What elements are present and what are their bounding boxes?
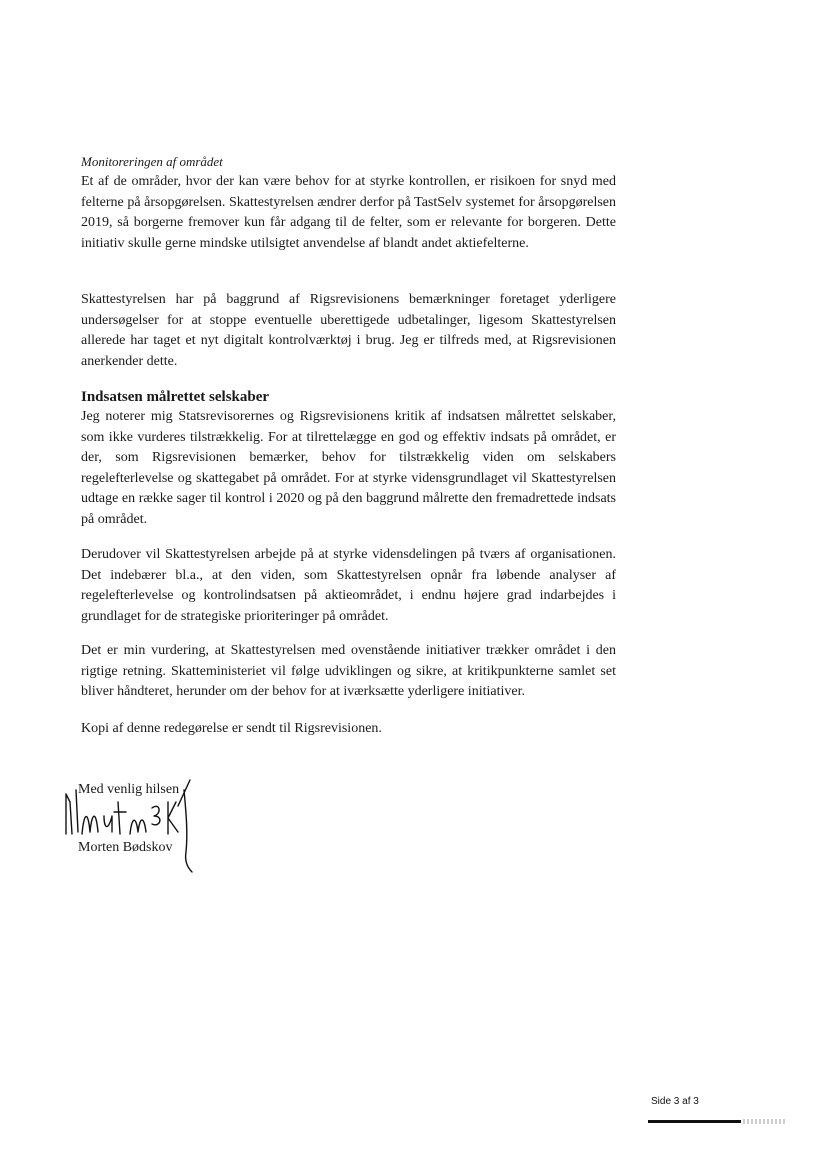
greeting: Med venlig hilsen xyxy=(78,782,180,797)
paragraph: Det er min vurdering, at Skattestyrelsen med ovenstående initiativer trækker området i den rigtige retning. Skatteministeriet vil følge udviklingen og sikre, at kritikpunkterne samlet set bliver håndteret, herunder om der behov for at iværksætte yderligere initiativer. xyxy=(81,643,616,700)
paragraph-block xyxy=(81,641,616,703)
page-number: Side 3 af 3 xyxy=(651,1096,699,1107)
section-heading-companies: Indsatsen målrettet selskaber xyxy=(81,389,270,405)
section-companies xyxy=(81,387,616,531)
paragraph: Jeg noterer mig Statsrevisorernes og Rigsrevisionens kritik af indsatsen målrettet selskaber, som ikke vurderes tilstrækkelig. For at tilrettelægge en god og effektiv indsats på området, er der, som Rigsrevisionen bemærker, behov for tilstrækkelig viden om selskabers regelefterlevelse og skattegabet på området. For at styrke vidensgrundlaget vil Skattestyrelsen udtage en række sager til kontrol i 2020 og på den baggrund målrette den fremadrettede indsats på området. xyxy=(81,409,616,527)
paragraph: Derudover vil Skattestyrelsen arbejde på at styrke vidensdelingen på tværs af organisationen. Det indebærer bl.a., at den viden, som Skattestyrelsen opnår fra løbende analyser af regelefterlevelse og kontrolindsatsen på aktieområdet, i endnu højere grad indarbejdes i grundlaget for de strategiske prioriteringer på området. xyxy=(81,547,616,624)
paragraph-block xyxy=(81,719,616,740)
handwritten-signature xyxy=(60,772,210,877)
section-heading-monitoring: Monitoreringen af området xyxy=(81,154,223,169)
section-monitoring xyxy=(81,152,616,254)
signatory-name: Morten Bødskov xyxy=(78,840,173,855)
footer-rule-faded xyxy=(743,1119,785,1124)
footer-rule xyxy=(648,1120,741,1123)
section-monitoring-cont xyxy=(81,290,616,372)
paragraph: Skattestyrelsen har på baggrund af Rigsrevisionens bemærkninger foretaget yderligere undersøgelser for at stoppe eventuelle uberettigede udbetalinger, ligesom Skattestyrelsen allerede har taget et nyt digitalt kontrolværktøj i brug. Jeg er tilfreds med, at Rigsrevisionen anerkender dette. xyxy=(81,292,616,369)
paragraph-block xyxy=(81,545,616,627)
paragraph: Kopi af denne redegørelse er sendt til Rigsrevisionen. xyxy=(81,721,382,736)
paragraph: Et af de områder, hvor der kan være behov for at styrke kontrollen, er risikoen for snyd med felterne på årsopgørelsen. Skattestyrelsen ændrer derfor på TastSelv systemet for årsopgørelsen 2019, så borgerne fremover kun får adgang til de felter, som er relevante for borgeren. Dette initiativ skulle gerne mindske utilsigtet anvendelse af blandt andet aktiefelterne. xyxy=(81,174,616,251)
